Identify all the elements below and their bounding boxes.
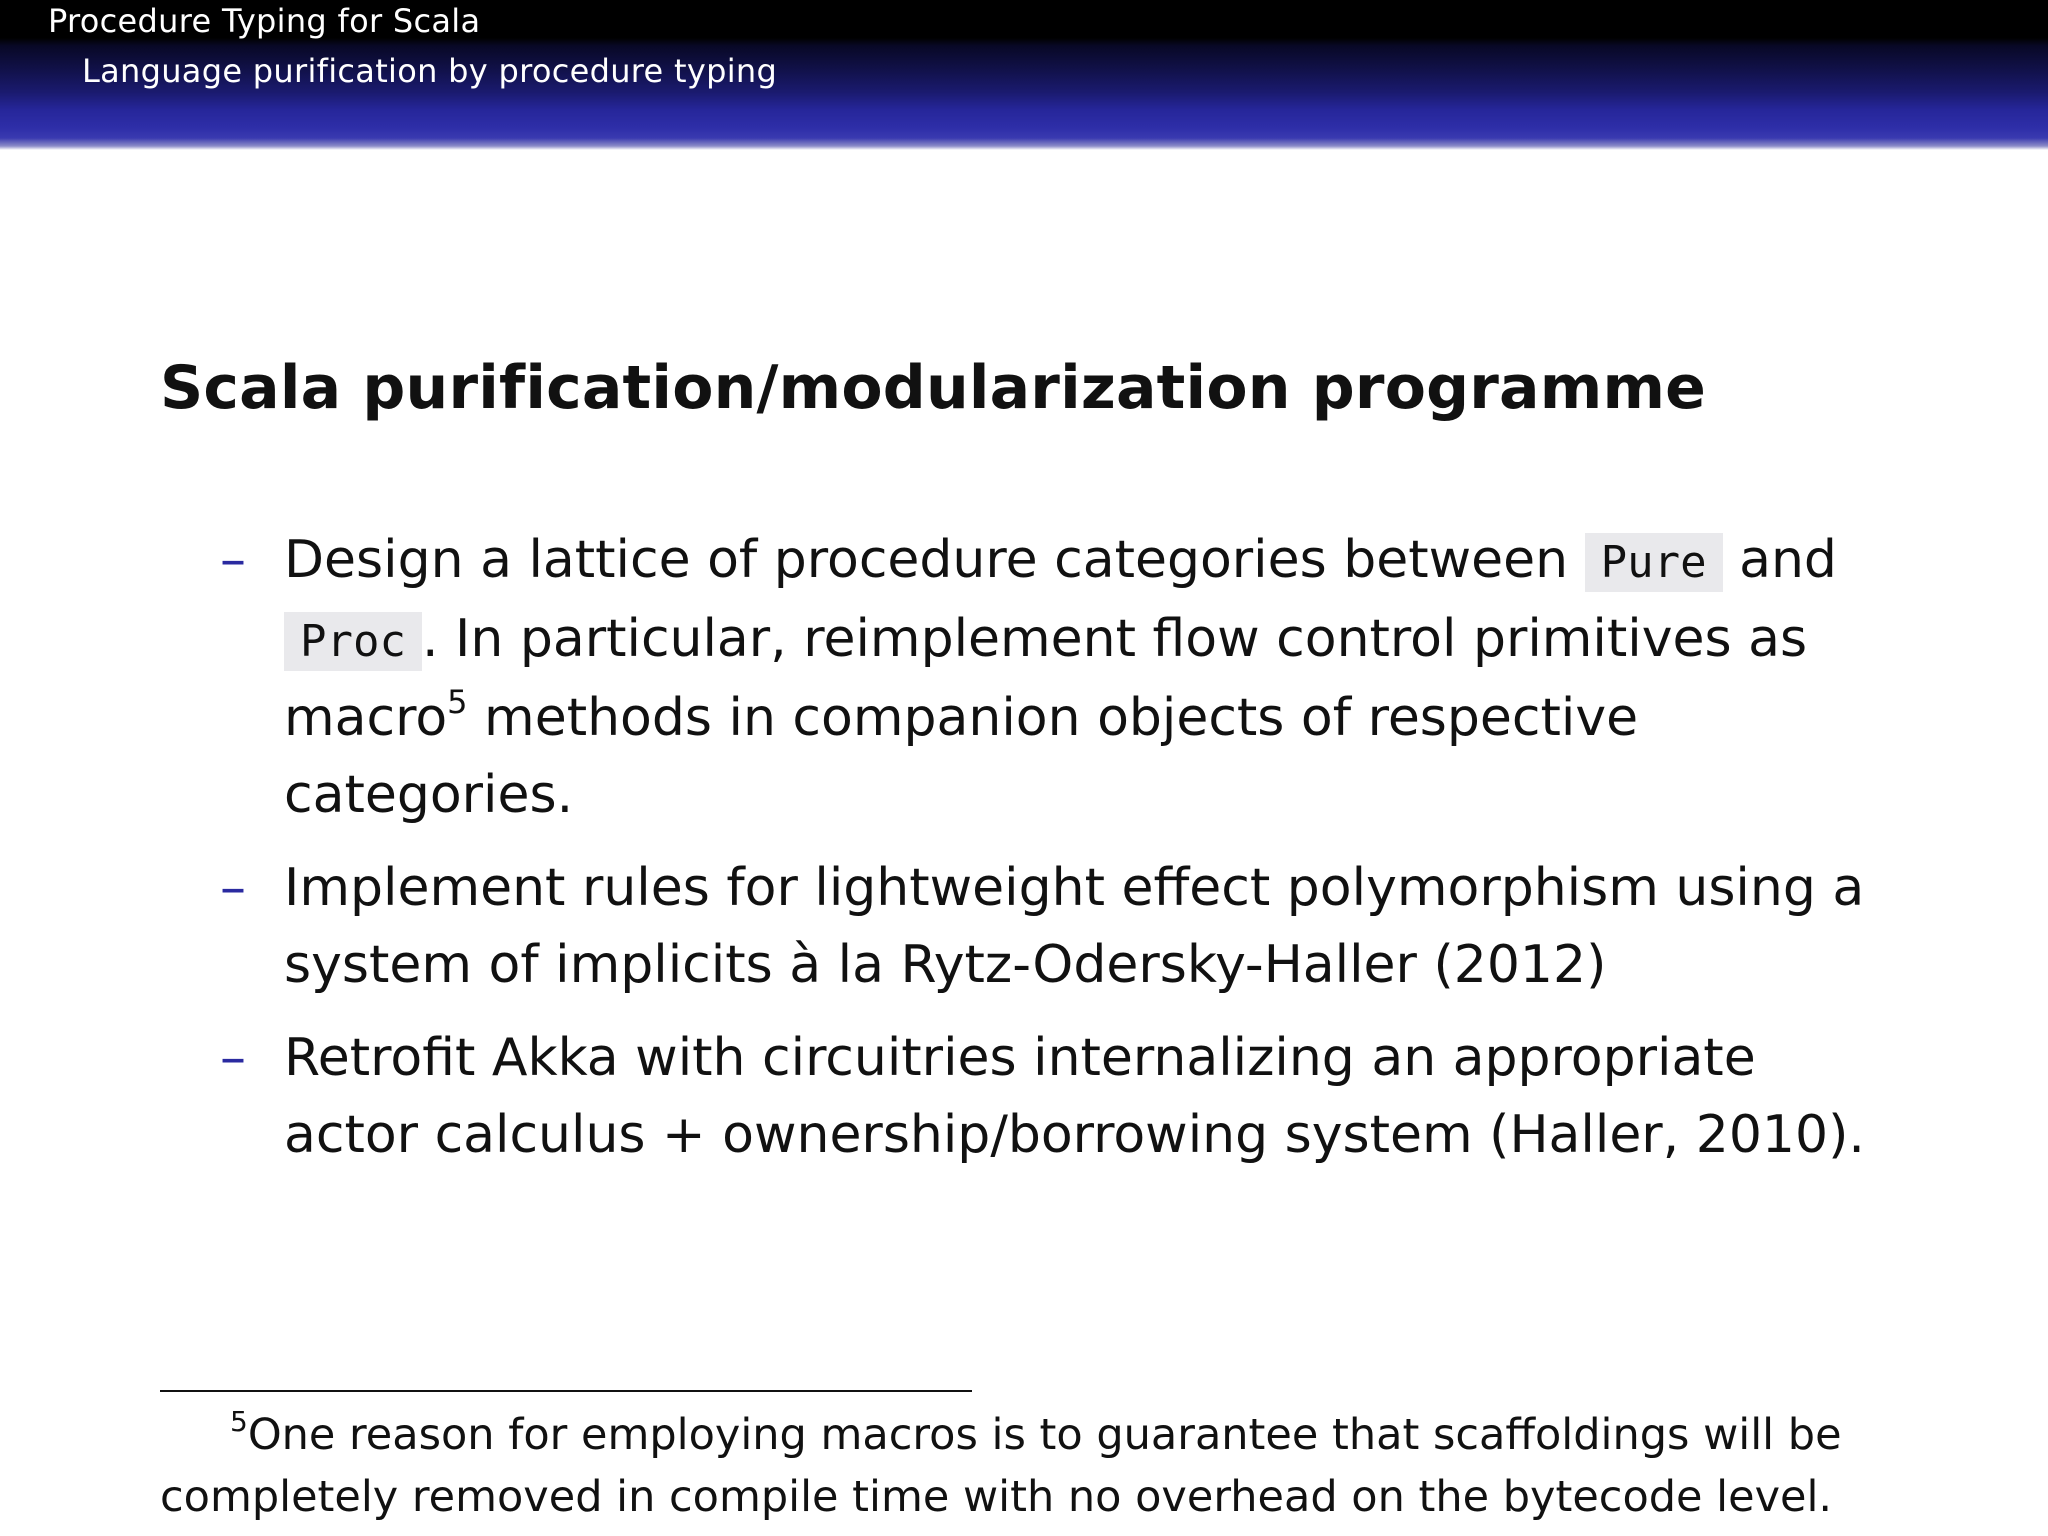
bullet-item-effect-polymorphism — [210, 850, 1900, 1004]
bullet-text: and — [1722, 530, 1837, 590]
bullet-item-design-lattice — [210, 522, 1900, 834]
bullet-item-retrofit-akka — [210, 1020, 1900, 1174]
footnote-reference: 5 — [447, 683, 468, 721]
bullet-dash: – — [220, 1028, 246, 1088]
bullet-list — [210, 522, 1900, 1190]
bullet-text: Retrofit Akka with circuitries internalizing an appropriate actor calculus + ownership/borrowing system (Haller, 2010). — [284, 1028, 1865, 1165]
footnote-text: One reason for employing macros is to guarantee that scaffoldings will be completely removed in compile time with no overhead on the bytecode level. — [160, 1410, 1842, 1522]
bullet-text: . In particular, reimplement flow control primitives as macro — [284, 609, 1808, 748]
bullet-text: Implement rules for lightweight effect polymorphism using a system of implicits à la Rytz-Odersky-Haller (2012) — [284, 858, 1865, 995]
footnote-divider — [160, 1390, 972, 1392]
footnote: 5One reason for employing macros is to guarantee that scaffoldings will be completely removed in compile time with no overhead on the bytecode level. — [160, 1405, 1842, 1522]
bullet-dash: – — [220, 858, 246, 918]
slide-header-bar — [0, 0, 2048, 150]
slide-title: Scala purification/modularization programme — [160, 353, 1707, 423]
section-title: Language purification by procedure typing — [82, 52, 778, 90]
bullet-text: Design a lattice of procedure categories between — [284, 530, 1585, 590]
code-proc: Proc — [284, 612, 422, 671]
code-pure: Pure — [1585, 533, 1723, 592]
bullet-text: methods in companion objects of respective categories. — [284, 688, 1639, 825]
presentation-title: Procedure Typing for Scala — [48, 2, 481, 40]
bullet-dash: – — [220, 530, 246, 590]
